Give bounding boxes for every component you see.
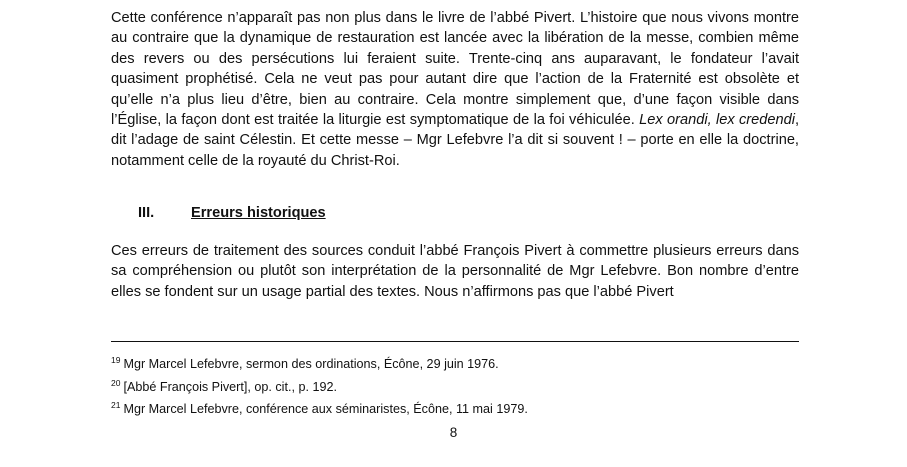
footnote-number: 20 <box>111 377 121 388</box>
footnote-text: [Abbé François Pivert], op. cit., p. 192. <box>123 379 337 394</box>
section-title: Erreurs historiques <box>191 205 326 221</box>
body-paragraph-1 <box>111 8 799 171</box>
paragraph-1-text-a: Cette conférence n’apparaît pas non plus dans le livre de l’abbé Pivert. L’histoire que nous vivons montre au contraire que la dynamique de restauration est lancée avec la libération de la messe, combien même des revers ou des persécutions lui feraient suite. Trente-cinq ans auparavant, le fondateur l’avait quasiment prophétisé. Cela ne veut pas pour autant dire que l’action de la Fraternité est obsolète et qu’elle n’a plus lieu d’être, bien au contraire. Cela montre simplement que, d’une façon visible dans l’Église, la façon dont est traitée la liturgie est symptomatique de la foi véhiculée. <box>111 10 799 129</box>
footnote-20 <box>111 374 799 397</box>
section-heading <box>138 203 326 223</box>
page-number: 8 <box>449 425 458 440</box>
footnote-separator <box>111 341 799 342</box>
paragraph-2-text: Ces erreurs de traitement des sources conduit l’abbé François Pivert à commettre plusieurs erreurs dans sa compréhension ou plutôt son interprétation de la personnalité de Mgr Lefebvre. Bon nombre d’entre elles se fondent sur un usage partial des textes. Nous n’affirmons pas que l’abbé Pivert <box>111 243 799 300</box>
paragraph-1-text-b: , dit l’adage de saint Célestin. Et cette messe – Mgr Lefebvre l’a dit si souvent ! – porte en elle la doctrine, notamment celle de la royauté du Christ-Roi. <box>111 112 800 169</box>
section-number: III. <box>138 205 155 221</box>
footnote-number: 21 <box>111 400 121 411</box>
footnote-text: Mgr Marcel Lefebvre, sermon des ordinations, Écône, 29 juin 1976. <box>123 357 499 371</box>
footnotes <box>111 351 799 419</box>
footnote-21 <box>111 396 799 419</box>
footnote-19 <box>111 351 799 374</box>
body-paragraph-2 <box>111 241 799 302</box>
latin-adage: Lex orandi, lex credendi <box>639 112 795 129</box>
footnote-text: Mgr Marcel Lefebvre, conférence aux séminaristes, Écône, 11 mai 1979. <box>123 402 528 417</box>
footnote-number: 19 <box>111 355 121 365</box>
